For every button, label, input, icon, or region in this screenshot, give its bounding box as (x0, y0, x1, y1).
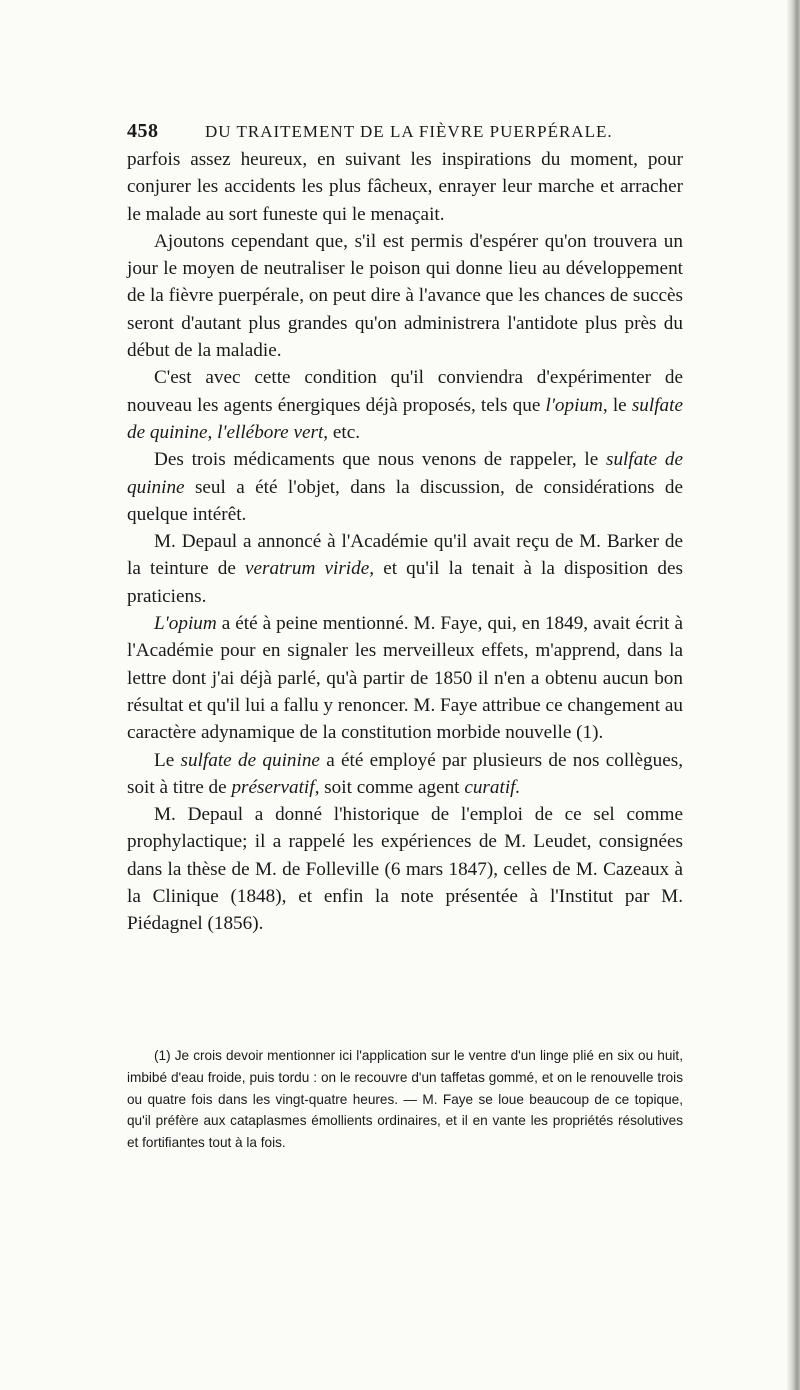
running-header (127, 120, 727, 146)
paragraph-sulfate-use: Le sulfate de quinine a été employé par plusieurs de nos collègues, soit à titre de préservatif, soit comme agent curatif. (127, 749, 683, 798)
term-opium: l'opium (545, 394, 603, 416)
term-preservatif: préservatif, (231, 776, 320, 798)
paragraph-depaul-barker: M. Depaul a annoncé à l'Académie qu'il avait reçu de M. Barker de la teinture de veratrum viride, et qu'il la tenait à la disposition des praticiens. (127, 531, 683, 607)
term-veratrum: veratrum viride, (245, 558, 375, 580)
paragraph-antidote: Ajoutons cependant que, s'il est permis d'espérer qu'on trouvera un jour le moyen de neutraliser le poison qui donne lieu au développement de la fièvre puerpérale, on peut dire à l'avance que les chances de succès seront d'autant plus grandes qu'on administrera l'antidote plus près du début de la maladie. (127, 230, 683, 362)
term-ellebore: l'ellébore vert (217, 421, 324, 443)
term-sulfate-quinine: sulfate de quinine (180, 749, 320, 771)
paragraph-three-medications: Des trois médicaments que nous venons de rappeler, le sulfate de quinine seul a été l'objet, dans la discussion, de considérations de quelque intérêt. (127, 449, 683, 525)
page-number: 458 (127, 120, 159, 142)
main-text (127, 146, 683, 938)
paragraph-agents: C'est avec cette condition qu'il conviendra d'expérimenter de nouveau les agents énergiques déjà proposés, tels que l'opium, le sulfate de quinine, l'ellébore vert, etc. (127, 367, 683, 443)
paragraph-opium-faye: L'opium a été à peine mentionné. M. Faye, qui, en 1849, avait écrit à l'Académie pour en signaler les merveilleux effets, m'apprend, dans la lettre dont j'ai déjà parlé, qu'à partir de 1850 il n'en a obtenu aucun bon résultat et qu'il lui a fallu y renoncer. M. Faye attribue ce changement au caractère adynamique de la constitution morbide nouvelle (1). (127, 613, 683, 744)
paragraph-continuation: parfois assez heureux, en suivant les inspirations du moment, pour conjurer les accidents les plus fâcheux, enrayer leur marche et arracher le malade au sort funeste qui le menaçait. (127, 149, 683, 225)
term-sulfate-quinine: sulfate de quinine (127, 394, 683, 443)
term-sulfate-quinine: sulfate de quinine (127, 449, 683, 498)
page-edge-shadow (786, 0, 800, 1390)
paragraph-prophylactic-history: M. Depaul a donné l'historique de l'emploi de ce sel comme prophylactique; il a rappelé les expériences de M. Leudet, consignées dans la thèse de M. de Folleville (6 mars 1847), celles de M. Cazeaux à la Clinique (1848), et enfin la note présentée à l'Institut par M. Piédagnel (1856). (127, 804, 683, 935)
running-title: DU TRAITEMENT DE LA FIÈVRE PUERPÉRALE. (205, 122, 613, 141)
term-curatif: curatif. (464, 776, 521, 798)
term-opium: L'opium (154, 613, 217, 635)
footnote: (1) Je crois devoir mentionner ici l'application sur le ventre d'un linge plié en six ou huit, imbibé d'eau froide, puis tordu : on le recouvre d'un taffetas gommé, et on le renouvelle trois ou quatre fois dans les vingt-quatre heures. — M. Faye se loue beaucoup de ce topique, qu'il préfère aux cataplasmes émollients ordinaires, et il en vante les propriétés résolutives et fortifiantes tout à la fois. (127, 1048, 683, 1151)
